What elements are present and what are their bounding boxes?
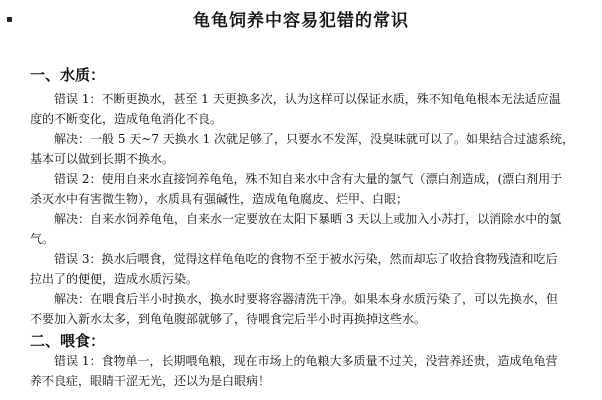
text-line: 错误 1：不断更换水，甚至 1 天更换多次，认为这样可以保证水质，殊不知龟龟根本无法适应温 [54,92,561,106]
text-line: 错误 2：使用自来水直接饲养龟龟，殊不知自来水中含有大量的氯气（漂白剂造成，(漂白剂用于 [54,172,563,186]
text-line: 基本可以做到长期不换水。 [30,152,175,166]
text-line: 度的不断变化，造成龟龟消化不良。 [30,112,223,126]
document-title: 龟龟饲养中容易犯错的常识 [193,11,409,31]
text-line: 错误 3：换水后喂食，觉得这样龟龟吃的食物不至于被水污染，然而却忘了收拾食物残渣和吃后 [54,252,558,266]
text-line: 养不良症，眼睛干涩无光，还以为是白眼病！ [30,374,271,388]
text-line: 杀灭水中有害微生物），水质具有强碱性，造成龟龟腐皮、烂甲、白眼； [30,192,409,206]
text-line: 解决：在喂食后半小时换水，换水时要将容器清洗干净。如果本身水质污染了，可以先换水，但 [54,292,559,306]
section-heading-feeding: 二、喂食： [30,332,106,350]
text-line: 错误 1：食物单一，长期喂龟粮，现在市场上的龟粮大多质量不过关，没营养还贵，造成龟龟营 [54,354,558,368]
bullet-mark: ▪ [6,14,13,25]
text-line: 拉出了的便便，造成水质污染。 [30,272,199,286]
section-heading-water: 一、水质： [30,66,106,84]
text-line: 不要加入新水太多，到龟龟腹部就够了，待喂食完后半小时再换掉这些水。 [30,312,427,326]
text-line: 解决：一般 5 天~7 天换水 1 次就足够了，只要水不发浑，没臭味就可以了。如果结合过滤系统， [54,132,575,146]
text-line: 气。 [30,232,55,246]
text-line: 解决：自来水饲养龟龟，自来水一定要放在太阳下暴晒 3 天以上或加入小苏打，以消除水中的氯 [54,212,562,226]
